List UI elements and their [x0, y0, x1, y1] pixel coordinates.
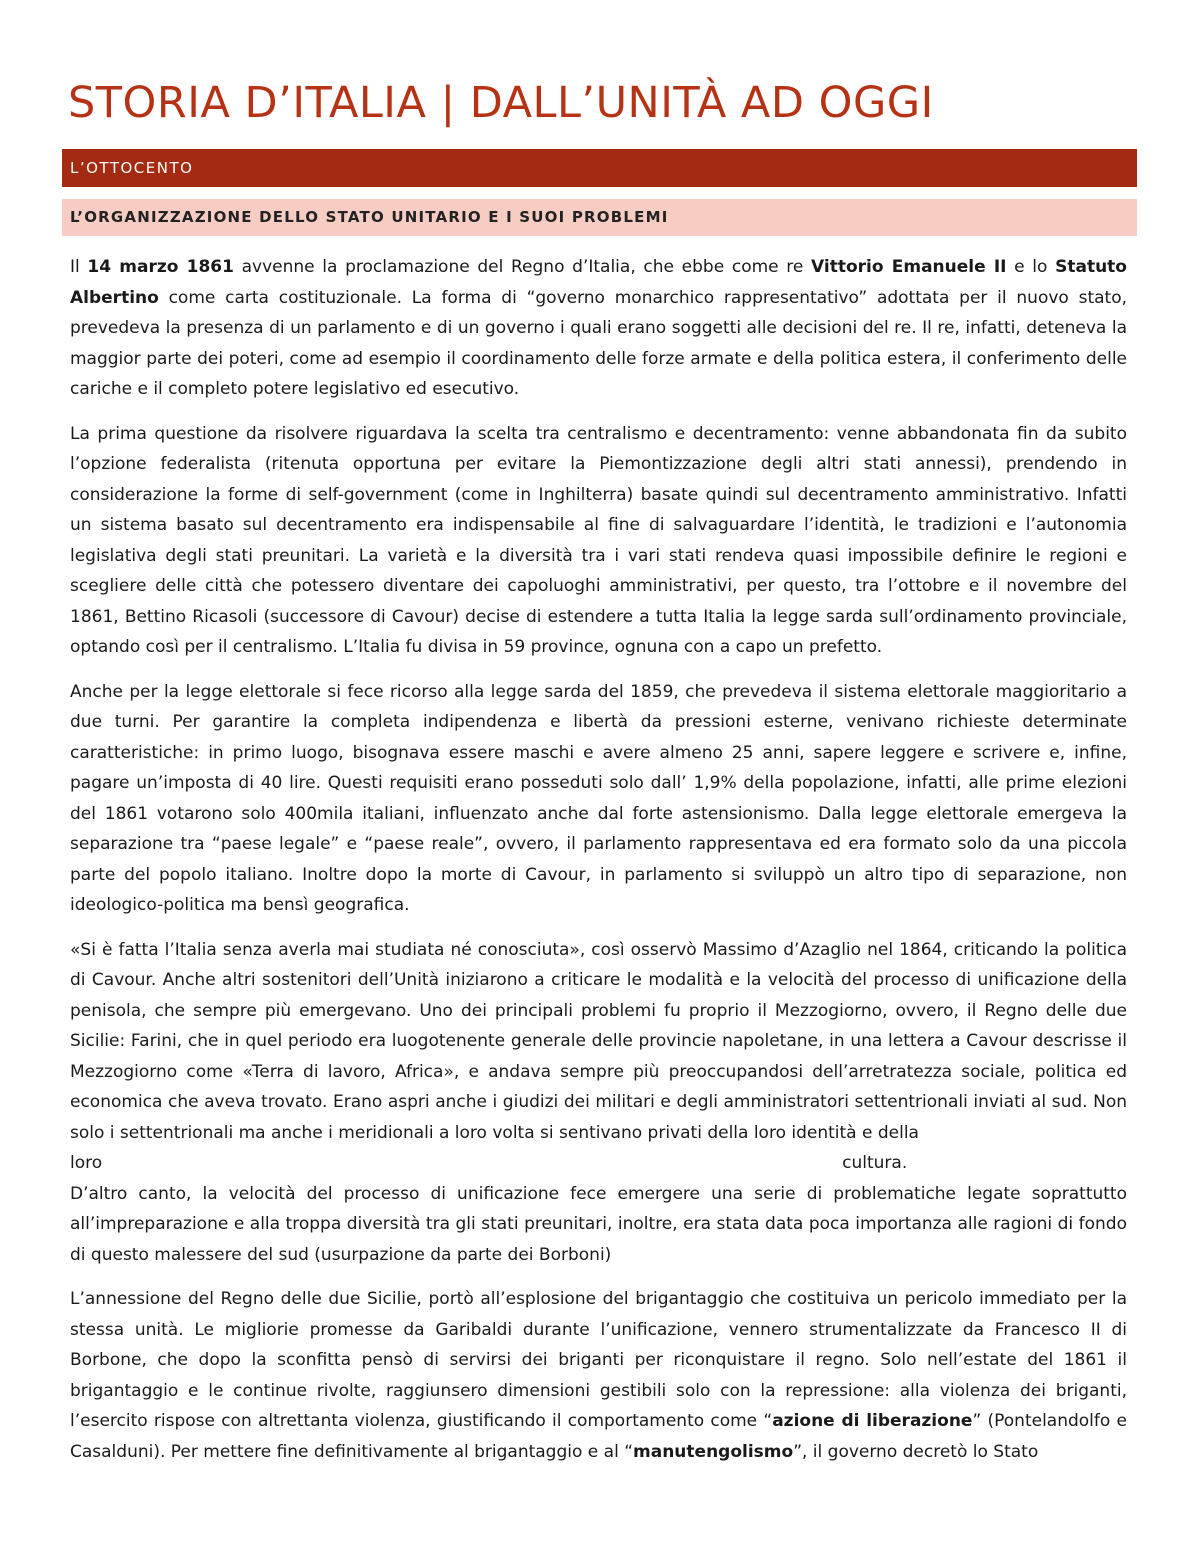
bold-term: azione di liberazione	[772, 1411, 973, 1431]
text-run: come carta costituzionale. La forma di “governo monarchico rappresentativo” adottata per il nuovo stato, prevedeva la presenza di un parlamento e di un governo i quali erano soggetti alle decisioni del re. Il re, infatti, deteneva la maggior parte dei poteri, come ad esempio il coordinamento delle forze armate e della politica estera, il conferimento delle cariche e il completo potere legislativo ed esecutivo.	[70, 287, 1127, 399]
paragraph-6	[70, 1284, 1127, 1467]
bold-name: Vittorio Emanuele II	[811, 257, 1007, 277]
bold-term: manutengolismo	[633, 1441, 794, 1462]
paragraph-5: D’altro canto, la velocità del processo di unificazione fece emergere una serie di problematiche legate soprattutto all’impreparazione e alla troppa diversità tra gli stati preunitari, inoltre, era stata data poca importanza alle ragioni di fondo di questo malessere del sud (usurpazione da parte dei Borboni)	[70, 1183, 1127, 1265]
paragraph-2: La prima questione da risolvere riguardava la scelta tra centralismo e decentramento: venne abbandonata fin da subito l’opzione federalista (ritenuta opportuna per evitare la Piemontizzazione degli altri stati annessi), prendendo in considerazione la forme di self-government (come in Inghilterra) basate quindi sul decentramento amministrativo. Infatti un sistema basato sul decentramento era indispensabile al fine di salvaguardare l’identità, le tradizioni e l’autonomia legislativa degli stati preunitari. La varietà e la diversità tra i vari stati rendeva quasi impossibile definire le regioni e scegliere delle città che potessero diventare dei capoluoghi amministrativi, per questo, tra l’ottobre e il novembre del 1861, Bettino Ricasoli (successore di Cavour) decise di estendere a tutta Italia la legge sarda sull’ordinamento provinciale, optando così per il centralismo. L’Italia fu divisa in 59 province, ognuna con a capo un prefetto.	[70, 423, 1127, 657]
text-run: loro	[70, 1153, 103, 1173]
text-run: Il	[70, 257, 88, 277]
text-run: «Si è fatta l’Italia senza averla mai studiata né conosciuta», così osservò Massimo d’Azaglio nel 1864, criticando la politica di Cavour. Anche altri sostenitori dell’Unità iniziarono a criticare le modalità e la velocità del processo di unificazione della penisola, che sempre più emergevano. Uno dei principali problemi fu proprio il Mezzogiorno, ovvero, il Regno delle due Sicilie: Farini, che in quel periodo era luogotenente generale delle provincie napoletane, in una lettera a Cavour descrisse il Mezzogiorno come «Terra di lavoro, Africa», e andava sempre più preoccupandosi dell’arretratezza sociale, politica ed economica che aveva trovato. Erano aspri anche i giudizi dei militari e degli amministratori settentrionali inviati al sud. Non solo i settentrionali ma anche i meridionali a loro volta si sentivano privati della loro identità e della	[70, 939, 1127, 1143]
text-run: e lo	[1006, 257, 1056, 277]
subsection-heading: L’ORGANIZZAZIONE DELLO STATO UNITARIO E I SUOI PROBLEMI	[62, 199, 1137, 236]
paragraph-1	[70, 252, 1127, 405]
document-body	[70, 252, 1127, 1481]
text-run: ” (Pontelandolfo e Casalduni). Per mettere fine definitivamente al brigantaggio e al “	[70, 1411, 1127, 1462]
bold-date: 14 marzo 1861	[87, 257, 234, 277]
text-run: cultura.	[842, 1153, 908, 1173]
text-run: avvenne la proclamazione del Regno d’Italia, che ebbe come re	[233, 257, 812, 277]
paragraph-3: Anche per la legge elettorale si fece ricorso alla legge sarda del 1859, che prevedeva il sistema elettorale maggioritario a due turni. Per garantire la completa indipendenza e libertà da pressioni esterne, venivano richieste determinate caratteristiche: in primo luogo, bisognava essere maschi e avere almeno 25 anni, sapere leggere e scrivere e, infine, pagare un’imposta di 40 lire. Questi requisiti erano posseduti solo dall’ 1,9% della popolazione, infatti, alle prime elezioni del 1861 votarono solo 400mila italiani, influenzato anche dal forte astensionismo. Dalla legge elettorale emergeva la separazione tra “paese legale” e “paese reale”, ovvero, il parlamento rappresentava ed era formato solo da una piccola parte del popolo italiano. Inoltre dopo la morte di Cavour, in parlamento si sviluppò un altro tipo di separazione, non ideologico-politica ma bensì geografica.	[70, 681, 1127, 915]
section-heading: L’OTTOCENTO	[62, 149, 1137, 187]
text-run: L’annessione del Regno delle due Sicilie, portò all’esplosione del brigantaggio che costituiva un pericolo immediato per la stessa unità. Le migliorie promesse da Garibaldi durante l’unificazione, vennero strumentalizzate da Francesco II di Borbone, che dopo la sconfitta pensò di servirsi dei briganti per riconquistare il regno. Solo nell’estate del 1861 il brigantaggio e le continue rivolte, raggiunsero dimensioni gestibili solo con la repressione: alla violenza dei briganti, l’esercito rispose con altrettanta violenza, giustificando il comportamento come “	[70, 1289, 1127, 1431]
document-title: STORIA D’ITALIA | DALL’UNITÀ AD OGGI	[68, 78, 934, 128]
paragraph-4	[70, 935, 1127, 1179]
bold-term: Statuto Albertino	[70, 257, 1127, 308]
text-run: ”, il governo decretò lo Stato	[793, 1441, 1039, 1462]
